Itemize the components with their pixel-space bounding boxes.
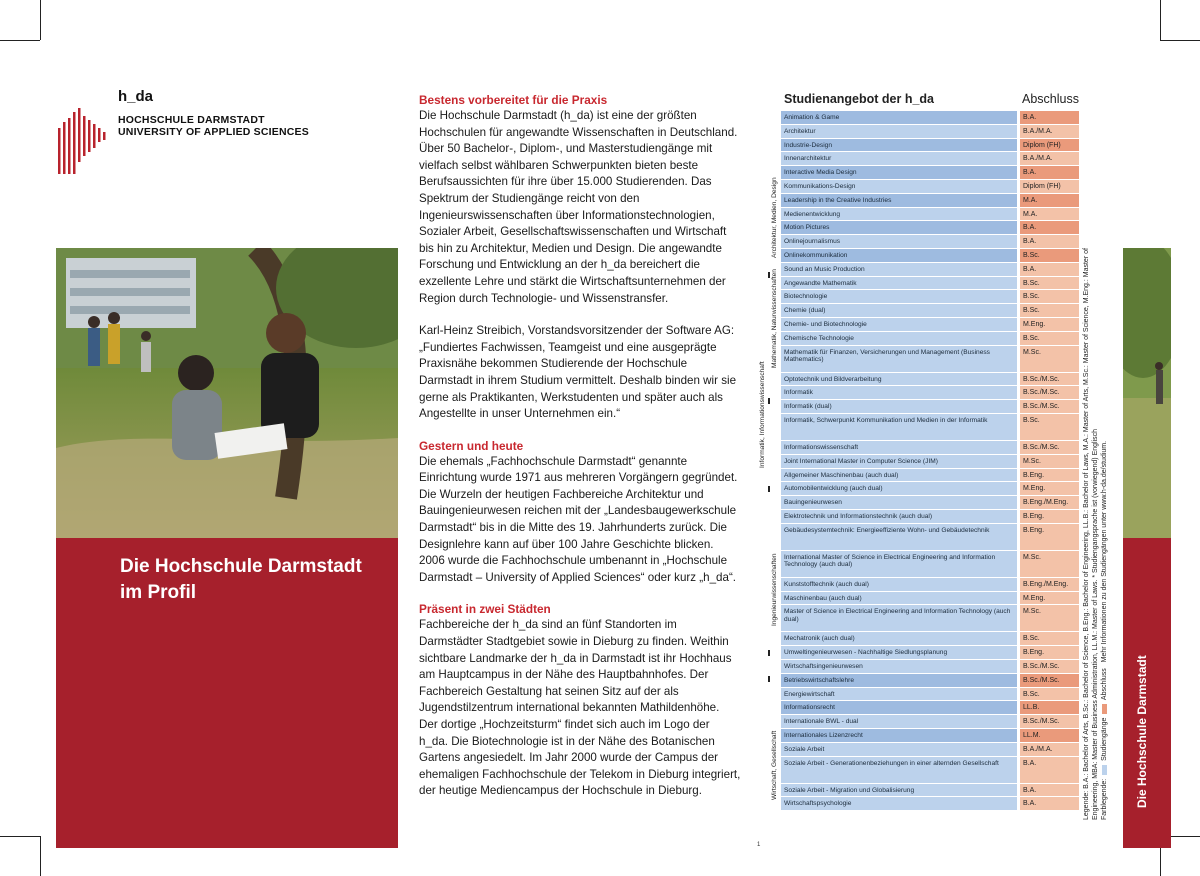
- table-row: [781, 757, 1081, 784]
- table-row: [781, 263, 1081, 277]
- table-title: Studienangebot der h_da: [784, 92, 935, 106]
- program-degree: M.A.: [1020, 194, 1079, 207]
- table-row: [781, 139, 1081, 153]
- program-name: Wirtschaftsingenieurwesen: [781, 660, 1017, 673]
- hda-logo-icon: [58, 106, 110, 178]
- table-row: [781, 180, 1081, 194]
- program-degree: B.A./M.A.: [1020, 152, 1079, 165]
- program-degree: B.Eng.: [1020, 646, 1079, 659]
- program-name: Innenarchitektur: [781, 152, 1017, 165]
- group-label-design: Architektur, Medien, Design: [771, 177, 778, 258]
- table-row: [781, 125, 1081, 139]
- table-row: [781, 578, 1081, 592]
- program-name: Wirtschaftspsychologie: [781, 797, 1017, 810]
- program-name: Optotechnik und Bildverarbeitung: [781, 373, 1017, 386]
- table-row: [781, 743, 1081, 757]
- table-row: [781, 632, 1081, 646]
- crop-mark: [0, 836, 40, 837]
- group-label-informatics: Informatik, Informationswissenschaft: [759, 361, 766, 468]
- table-row: [781, 482, 1081, 496]
- program-name: Sound an Music Production: [781, 263, 1017, 276]
- program-name: Informationswissenschaft: [781, 441, 1017, 454]
- table-row: [781, 221, 1081, 235]
- program-name: Master of Science in Electrical Engineering and Information Technology (auch dual): [781, 605, 1017, 631]
- hda-logo: [58, 88, 358, 188]
- legend-swatch-degree: [1102, 704, 1107, 714]
- table-row: [781, 386, 1081, 400]
- table-row: [781, 235, 1081, 249]
- crop-mark: [40, 0, 41, 40]
- program-name: Mathematik für Finanzen, Versicherungen und Management (Business Mathematics): [781, 346, 1017, 372]
- table-row: [781, 166, 1081, 180]
- program-degree: B.Sc.: [1020, 304, 1079, 317]
- table-row: [781, 441, 1081, 455]
- program-name: Maschinenbau (auch dual): [781, 592, 1017, 605]
- group-label-engineering: Ingenieurwissenschaften: [771, 553, 778, 626]
- table-row: [781, 592, 1081, 606]
- group-separator: [768, 676, 770, 682]
- program-degree: M.Eng.: [1020, 482, 1079, 495]
- group-separator: [768, 272, 770, 278]
- program-degree: B.Sc.: [1020, 688, 1079, 701]
- program-name: Soziale Arbeit - Generationenbeziehungen in einer alternden Gesellschaft: [781, 757, 1017, 783]
- program-name: Internationales Lizenzrecht: [781, 729, 1017, 742]
- program-degree: B.Sc.: [1020, 249, 1079, 262]
- legend: [1082, 100, 1109, 820]
- group-separator: [768, 650, 770, 656]
- program-name: Internationale BWL - dual: [781, 715, 1017, 728]
- table-degree-header: Abschluss: [1022, 92, 1079, 106]
- table-row: [781, 290, 1081, 304]
- program-name: Animation & Game: [781, 111, 1017, 124]
- program-degree: Diplom (FH): [1020, 180, 1079, 193]
- table-row: [781, 510, 1081, 524]
- table-row: [781, 414, 1081, 441]
- page-number: 1: [757, 842, 761, 848]
- legend-label: Farblegende:: [1101, 778, 1108, 820]
- program-degree: B.Sc./M.Sc.: [1020, 660, 1079, 673]
- table-row: [781, 469, 1081, 483]
- table-row: [781, 729, 1081, 743]
- table-row: [781, 797, 1081, 811]
- logo-short: h_da: [118, 88, 154, 105]
- program-degree: B.A./M.A.: [1020, 125, 1079, 138]
- program-degree: B.Eng.: [1020, 469, 1079, 482]
- table-row: [781, 400, 1081, 414]
- program-degree: B.Eng./M.Eng.: [1020, 496, 1079, 509]
- program-name: Gebäudesystemtechnik: Energieeffiziente Wohn- und Gebäudetechnik: [781, 524, 1017, 550]
- crop-mark: [40, 836, 41, 876]
- logo-line-2: UNIVERSITY OF APPLIED SCIENCES: [118, 126, 309, 138]
- program-degree: M.Sc.: [1020, 455, 1079, 468]
- program-degree: B.Sc.: [1020, 632, 1079, 645]
- article: [419, 93, 741, 816]
- program-name: Elektrotechnik und Informationstechnik (auch dual): [781, 510, 1017, 523]
- table-row: [781, 715, 1081, 729]
- program-degree: B.Sc.: [1020, 414, 1079, 440]
- program-degree: B.A.: [1020, 263, 1079, 276]
- program-name: Chemie (dual): [781, 304, 1017, 317]
- program-degree: B.Eng./M.Eng.: [1020, 578, 1079, 591]
- table-row: [781, 496, 1081, 510]
- group-separator: [768, 486, 770, 492]
- section-body: Die ehemals „Fachhochschule Darmstadt“ genannte Einrichtung wurde 1971 aus mehreren Vorgängern gegründet. Die Wurzeln der heutigen Fachbereiche Architektur und Bauingenieurwesen reichen mit der „Landesbaugewerkschule Darmstadt“ bis in die Mitte des 19. Jahrhunderts zurück. Die Designlehre kann auf über 100 Jahre Geschichte blicken. 2006 wurde die Fachhochschule umbenannt in „Hochschule Darmstadt – University of Applied Sciences“ oder kurz „h_da“.: [419, 454, 738, 584]
- program-degree: LL.M.: [1020, 729, 1079, 742]
- program-name: Kommunikations-Design: [781, 180, 1017, 193]
- legend-line-1: Legende: B.A.: Bachelor of Arts, B.Sc.: Bachelor of Science, B.Eng.: Bachelor of Engineering, LL.B.: Bachelor of Laws, M.A.: Master of Arts, M.Sc.: Master of Science, M.Eng.: Master of: [1083, 248, 1090, 820]
- program-degree: B.Eng.: [1020, 510, 1079, 523]
- table-row: [781, 605, 1081, 632]
- program-degree: B.A.: [1020, 797, 1079, 810]
- section-heading: Bestens vorbereitet für die Praxis: [419, 93, 608, 107]
- side-photo-image: [1123, 248, 1171, 538]
- program-name: Informatik, Schwerpunkt Kommunikation und Medien in der Informatik: [781, 414, 1017, 440]
- program-degree: B.Sc./M.Sc.: [1020, 441, 1079, 454]
- program-degree: B.A.: [1020, 235, 1079, 248]
- program-name: Motion Pictures: [781, 221, 1017, 234]
- table-row: [781, 674, 1081, 688]
- campus-photo: [56, 248, 398, 538]
- table-row: [781, 551, 1081, 578]
- program-name: Mechatronik (auch dual): [781, 632, 1017, 645]
- program-degree: B.Eng.: [1020, 524, 1079, 550]
- program-name: Allgemeiner Maschinenbau (auch dual): [781, 469, 1017, 482]
- table-row: [781, 373, 1081, 387]
- program-name: Angewandte Mathematik: [781, 277, 1017, 290]
- program-name: Informationsrecht: [781, 701, 1017, 714]
- legend-degree: Abschluss: [1101, 668, 1108, 701]
- table-row: [781, 304, 1081, 318]
- program-name: Onlinekommunikation: [781, 249, 1017, 262]
- program-name: Bauingenieurwesen: [781, 496, 1017, 509]
- program-name: Medienentwicklung: [781, 208, 1017, 221]
- program-degree: M.A.: [1020, 208, 1079, 221]
- program-degree: B.Sc./M.Sc.: [1020, 373, 1079, 386]
- program-degree: M.Eng.: [1020, 318, 1079, 331]
- crop-mark: [1160, 40, 1200, 41]
- program-name: Soziale Arbeit - Migration und Globalisierung: [781, 784, 1017, 797]
- section-body: Fachbereiche der h_da sind an fünf Standorten im Darmstädter Stadtgebiet sowie in Dieburg zu finden. Weithin sichtbare Landmarke der h_da in Darmstadt ist ihr Hochhaus am Hauptcampus in der Nähe des Hauptbahnhofes. Der Fachbereich Gestaltung hat seinen Sitz auf der als Jugendstilzentrum international bekannten Mathildenhöhe. Der dortige „Hochzeitsturm“ findet sich auch im Logo der h_da. Die Biotechnologie ist in der Nähe des Botanischen Gartens angesiedelt. Im Jahr 2000 wurde der Campus der ehemaligen Fachhochschule der Telekom in Dieburg integriert, der heutige Mediencampus der Hochschule in Dieburg.: [419, 618, 741, 798]
- program-degree: Diplom (FH): [1020, 139, 1079, 152]
- program-name: Informatik (dual): [781, 400, 1017, 413]
- program-name: Umweltingenieurwesen - Nachhaltige Siedlungsplanung: [781, 646, 1017, 659]
- table-row: [781, 346, 1081, 373]
- group-separator: [768, 398, 770, 404]
- program-name: Industrie-Design: [781, 139, 1017, 152]
- crop-mark: [0, 40, 40, 41]
- program-name: Betriebswirtschaftslehre: [781, 674, 1017, 687]
- program-degree: B.Sc.: [1020, 332, 1079, 345]
- program-name: Automobilentwicklung (auch dual): [781, 482, 1017, 495]
- program-degree: M.Sc.: [1020, 346, 1079, 372]
- program-name: Interactive Media Design: [781, 166, 1017, 179]
- program-degree: LL.B.: [1020, 701, 1079, 714]
- program-name: Biotechnologie: [781, 290, 1017, 303]
- legend-programs: Studiengänge: [1101, 717, 1108, 761]
- program-name: Onlinejournalismus: [781, 235, 1017, 248]
- program-name: International Master of Science in Electrical Engineering and Information Technology (auch dual): [781, 551, 1017, 577]
- table-row: [781, 318, 1081, 332]
- table-row: [781, 701, 1081, 715]
- legend-more-info: Mehr Informationen zu den Studiengängen unter www.h-da.de/studium.: [1101, 440, 1108, 663]
- program-name: Kunststofftechnik (auch dual): [781, 578, 1017, 591]
- program-name: Soziale Arbeit: [781, 743, 1017, 756]
- legend-swatch-program: [1102, 765, 1107, 775]
- program-degree: M.Sc.: [1020, 551, 1079, 577]
- program-name: Energiewirtschaft: [781, 688, 1017, 701]
- program-degree: B.A.: [1020, 221, 1079, 234]
- table-row: [781, 208, 1081, 222]
- program-degree: B.Sc.: [1020, 277, 1079, 290]
- program-degree: B.A.: [1020, 757, 1079, 783]
- section-body: Die Hochschule Darmstadt (h_da) ist eine der größten Hochschulen für angewandte Wissenschaften in Deutschland. Über 50 Bachelor-, Diplom-, und Masterstudiengänge mit vielfach selbst wählbaren Schwerpunkten bieten beste Berufsaussichten für ihre über 15.000 Studierenden. Das Spektrum der Studiengänge reicht von den Ingenieurswissenschaften über Informationstechnologien, Sozialer Arbeit, Gesellschaftswissenschaften und Wirtschaft bis hin zu Architektur, Medien und Design. Die angewandte Forschung und Entwicklung an der h_da bereichert die exzellente Lehre und stärkt die Wirtschaftsunternehmen der Region durch Technologie- und Wissenstransfer.: [419, 109, 738, 305]
- table-row: [781, 688, 1081, 702]
- profile-panel: [56, 538, 398, 848]
- table-row: [781, 784, 1081, 798]
- program-degree: M.Eng.: [1020, 592, 1079, 605]
- table-row: [781, 646, 1081, 660]
- program-name: Chemie- und Biotechnologie: [781, 318, 1017, 331]
- program-name: Leadership in the Creative Industries: [781, 194, 1017, 207]
- program-degree: B.Sc./M.Sc.: [1020, 715, 1079, 728]
- program-degree: B.A./M.A.: [1020, 743, 1079, 756]
- table-row: [781, 152, 1081, 166]
- campus-photo-image: [56, 248, 398, 538]
- table-row: [781, 524, 1081, 551]
- side-label: Die Hochschule Darmstadt: [1135, 655, 1149, 808]
- program-degree: B.A.: [1020, 166, 1079, 179]
- program-degree: B.A.: [1020, 111, 1079, 124]
- group-label-business: Wirtschaft, Gesellschaft: [771, 730, 778, 800]
- program-name: Informatik: [781, 386, 1017, 399]
- section-heading: Gestern und heute: [419, 438, 524, 453]
- table-row: [781, 111, 1081, 125]
- table-row: [781, 455, 1081, 469]
- program-degree: B.A.: [1020, 784, 1079, 797]
- crop-mark: [1160, 0, 1161, 40]
- program-degree: B.Sc./M.Sc.: [1020, 386, 1079, 399]
- program-name: Joint International Master in Computer Science (JIM): [781, 455, 1017, 468]
- group-label-science: Mathematik, Naturwissenschaften: [771, 269, 778, 368]
- table-row: [781, 194, 1081, 208]
- profile-title: Die Hochschule Darmstadt im Profil: [120, 556, 362, 603]
- program-name: Chemische Technologie: [781, 332, 1017, 345]
- program-degree: B.Sc.: [1020, 290, 1079, 303]
- program-degree: M.Sc.: [1020, 605, 1079, 631]
- table-row: [781, 332, 1081, 346]
- side-photo: [1123, 248, 1171, 538]
- table-row: [781, 277, 1081, 291]
- legend-line-2: Engineering, MBA: Master of Business Administration, LL.M.: Master of Laws. * Studiengangsprache ist (vorwiegend) Englisch: [1092, 428, 1099, 820]
- program-name: Architektur: [781, 125, 1017, 138]
- quote-body: Karl-Heinz Streibich, Vorstandsvorsitzender der Software AG: „Fundiertes Fachwissen, Teamgeist und eine ausgeprägte Praxisnähe bekommen Studierende der Hochschule Darmstadt in ihrem Studium vermittelt. Deshalb binden wir sie gerne als Praktikanten, Werkstudenten und später auch als Angestellte in unser Unternehmen ein.“: [419, 324, 737, 421]
- logo-line-1: HOCHSCHULE DARMSTADT: [118, 114, 265, 126]
- table-row: [781, 249, 1081, 263]
- program-degree: B.Sc./M.Sc.: [1020, 400, 1079, 413]
- table-row: [781, 660, 1081, 674]
- program-degree: B.Sc./M.Sc.: [1020, 674, 1079, 687]
- legend-line-3: [1100, 100, 1109, 820]
- section-heading: Präsent in zwei Städten: [419, 602, 551, 617]
